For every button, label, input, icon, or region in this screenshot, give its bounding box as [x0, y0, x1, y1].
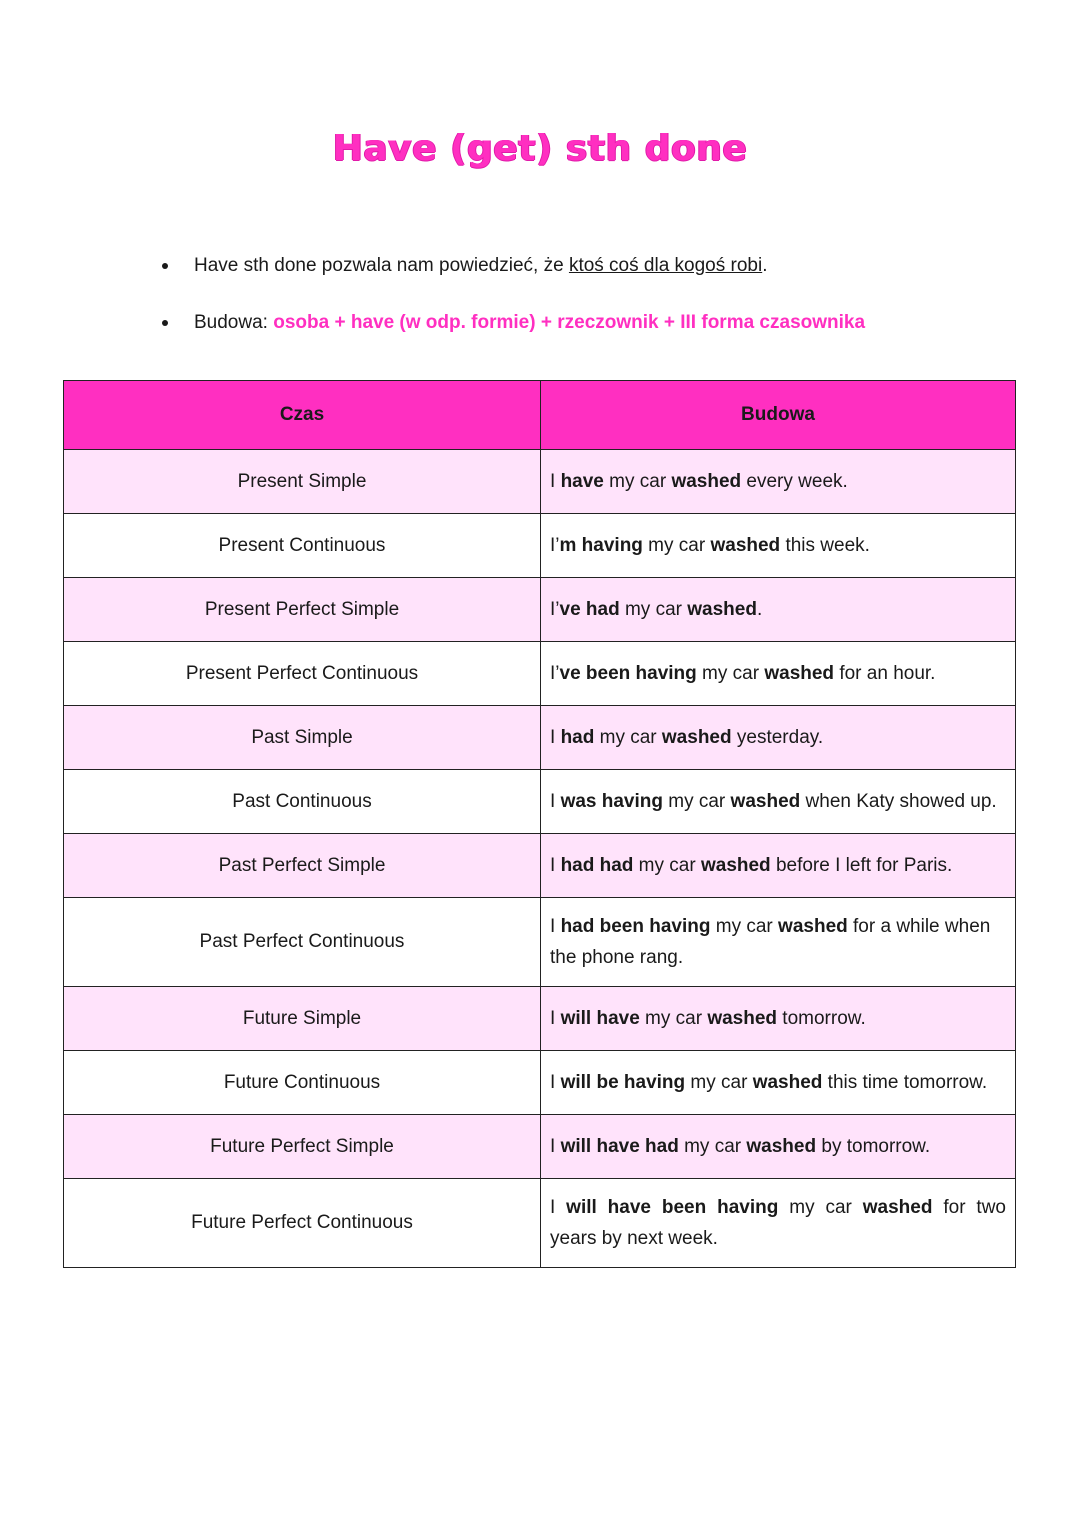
bullet-list	[160, 250, 1020, 364]
example-segment: my car	[594, 727, 662, 748]
example-cell	[541, 898, 1016, 987]
table-row	[64, 450, 1016, 514]
example-segment: for an hour.	[834, 663, 936, 684]
example-bold-segment: washed	[710, 535, 781, 556]
example-bold-segment: had had	[560, 855, 634, 876]
tense-cell: Present Perfect Simple	[64, 578, 541, 642]
example-segment: yesterday.	[731, 727, 824, 748]
tense-cell: Future Perfect Continuous	[64, 1179, 541, 1268]
table-row	[64, 834, 1016, 898]
example-segment: I	[550, 916, 561, 937]
example-segment: my car	[633, 855, 701, 876]
tense-cell: Future Continuous	[64, 1051, 541, 1115]
structure-formula: osoba + have (w odp. formie) + rzeczownik + III forma czasownika	[273, 312, 866, 333]
table-row	[64, 578, 1016, 642]
definition-text: Have sth done pozwala nam powiedzieć, że	[194, 255, 569, 276]
example-bold-segment: washed	[764, 663, 835, 684]
example-bold-segment: will have had	[560, 1136, 679, 1157]
example-bold-segment: washed	[730, 791, 801, 812]
table-row	[64, 898, 1016, 987]
example-cell	[541, 987, 1016, 1051]
example-bold-segment: washed	[671, 471, 742, 492]
example-segment: I	[550, 791, 561, 812]
table-row	[64, 1051, 1016, 1115]
example-bold-segment: will have	[560, 1008, 640, 1029]
tense-cell: Past Perfect Continuous	[64, 898, 541, 987]
example-bold-segment: was having	[560, 791, 663, 812]
example-segment: by tomorrow.	[816, 1136, 931, 1157]
example-segment: I’	[550, 535, 560, 556]
example-bold-segment: washed	[862, 1197, 933, 1218]
tense-cell: Future Perfect Simple	[64, 1115, 541, 1179]
example-segment: I	[550, 471, 561, 492]
example-bold-segment: washed	[707, 1008, 778, 1029]
example-cell	[541, 450, 1016, 514]
example-cell	[541, 514, 1016, 578]
example-bold-segment: washed	[752, 1072, 823, 1093]
table-row	[64, 642, 1016, 706]
table-row	[64, 770, 1016, 834]
example-bold-segment: washed	[661, 727, 732, 748]
example-segment: .	[756, 599, 763, 620]
tenses-table	[63, 380, 1016, 1268]
tense-cell: Past Simple	[64, 706, 541, 770]
example-segment: this time tomorrow.	[822, 1072, 988, 1093]
table-header-row	[64, 381, 1016, 450]
bullet-dot-icon	[162, 263, 168, 269]
example-segment: my car	[778, 1197, 863, 1218]
example-bold-segment: will be having	[560, 1072, 686, 1093]
example-segment: every week.	[741, 471, 848, 492]
example-segment: I	[550, 1008, 561, 1029]
example-cell	[541, 578, 1016, 642]
tense-cell: Past Perfect Simple	[64, 834, 541, 898]
page-title: Have (get) sth done	[332, 128, 748, 169]
table-row	[64, 987, 1016, 1051]
example-segment: my car	[678, 1136, 747, 1157]
example-cell	[541, 1051, 1016, 1115]
example-segment: I’	[550, 663, 560, 684]
example-cell	[541, 1179, 1016, 1268]
example-bold-segment: had been having	[560, 916, 711, 937]
example-segment: for two years by next week.	[550, 1197, 1006, 1249]
example-cell	[541, 1115, 1016, 1179]
example-bold-segment: ve been having	[559, 663, 697, 684]
example-segment: tomorrow.	[777, 1008, 866, 1029]
example-segment: my car	[710, 916, 779, 937]
bullet-definition	[160, 250, 1020, 282]
example-cell	[541, 770, 1016, 834]
table-row	[64, 1179, 1016, 1268]
tense-cell: Present Simple	[64, 450, 541, 514]
example-segment: when Katy showed up.	[800, 791, 997, 812]
example-bold-segment: m having	[559, 535, 643, 556]
tense-cell: Past Continuous	[64, 770, 541, 834]
example-segment: for a while when the phone rang.	[550, 916, 991, 968]
bullet-dot-icon	[162, 320, 168, 326]
bullet-structure	[160, 307, 1020, 339]
example-segment: before I left for Paris.	[770, 855, 953, 876]
example-segment: my car	[619, 599, 688, 620]
header-czas: Czas	[64, 381, 541, 450]
example-segment: I	[550, 1072, 561, 1093]
example-bold-segment: washed	[700, 855, 771, 876]
header-budowa: Budowa	[541, 381, 1016, 450]
structure-label: Budowa:	[194, 312, 274, 333]
example-segment: my car	[685, 1072, 753, 1093]
tense-cell: Present Continuous	[64, 514, 541, 578]
example-segment: my car	[642, 535, 711, 556]
example-cell	[541, 834, 1016, 898]
tense-cell: Present Perfect Continuous	[64, 642, 541, 706]
example-segment: I	[550, 1136, 561, 1157]
table-row	[64, 706, 1016, 770]
example-segment: my car	[662, 791, 731, 812]
table-body	[64, 450, 1016, 1268]
example-bold-segment: washed	[778, 916, 848, 937]
example-bold-segment: ve had	[559, 599, 620, 620]
tense-cell: Future Simple	[64, 987, 541, 1051]
example-segment: my car	[603, 471, 672, 492]
example-cell	[541, 642, 1016, 706]
example-segment: I	[550, 727, 561, 748]
example-bold-segment: washed	[746, 1136, 817, 1157]
example-bold-segment: washed	[687, 599, 757, 620]
example-segment: this week.	[780, 535, 870, 556]
example-segment: I’	[550, 599, 560, 620]
table-row	[64, 514, 1016, 578]
example-bold-segment: will have been having	[566, 1197, 779, 1218]
example-bold-segment: had	[560, 727, 595, 748]
example-segment: I	[550, 1197, 567, 1218]
example-segment: my car	[696, 663, 765, 684]
example-segment: I	[550, 855, 561, 876]
definition-end: .	[762, 255, 768, 276]
example-cell	[541, 706, 1016, 770]
definition-underlined: ktoś coś dla kogoś robi	[568, 255, 763, 276]
example-segment: my car	[639, 1008, 708, 1029]
table-row	[64, 1115, 1016, 1179]
example-bold-segment: have	[560, 471, 604, 492]
